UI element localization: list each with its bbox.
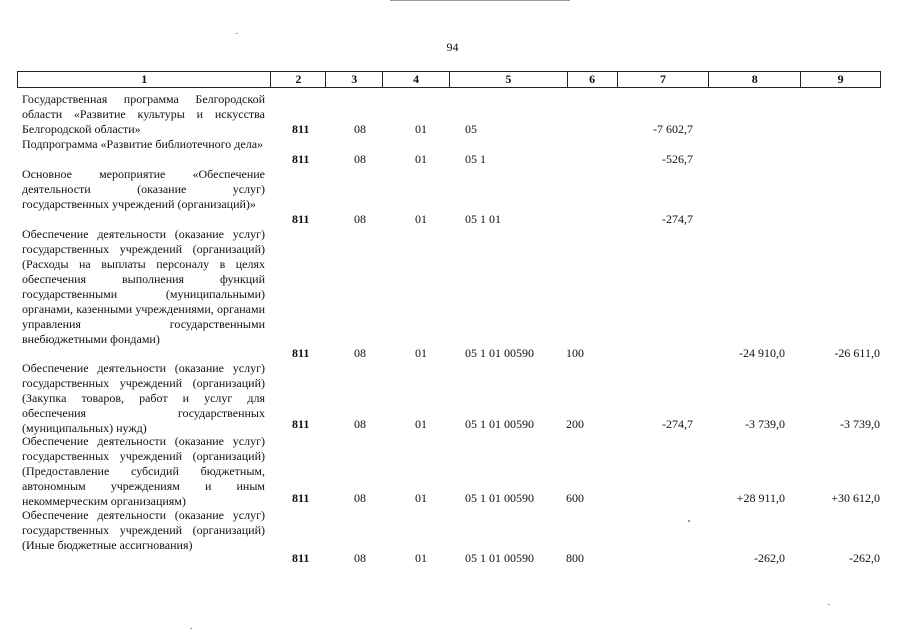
header-col-9: 9 [837, 72, 844, 86]
scan-artifact [190, 628, 192, 629]
header-col-7: 7 [618, 72, 710, 87]
row-name: Государственная программа Белгородской области «Развитие культуры и искусства Белгородской области» [22, 92, 265, 136]
cell-amount-col9: +30 612,0 [831, 491, 880, 505]
header-col-4: 4 [383, 72, 450, 87]
header-col-8: 8 [709, 72, 801, 87]
cell-amount-col8: -262,0 [754, 551, 785, 565]
scan-artifact [828, 604, 830, 605]
cell-chapter: 811 [292, 152, 310, 166]
header-col-6: 6 [568, 72, 618, 87]
cell-amount-col9: -3 739,0 [840, 417, 880, 431]
cell-target-article: 05 1 01 00590 [465, 346, 534, 360]
table-header [17, 71, 881, 88]
row-name: Подпрограмма «Развитие библиотечного дела» [22, 137, 264, 151]
cell-amount-col7: -274,7 [662, 212, 693, 226]
cell-section: 08 [354, 122, 366, 136]
cell-subsection: 01 [415, 152, 427, 166]
page-number: 94 [446, 40, 459, 54]
cell-subsection: 01 [415, 551, 427, 565]
cell-amount-col7: -7 602,7 [653, 122, 693, 136]
cell-amount-col8: +28 911,0 [736, 491, 785, 505]
header-col-2: 2 [271, 72, 326, 87]
cell-amount-col9: -26 611,0 [834, 346, 880, 360]
cell-target-article: 05 1 01 00590 [465, 491, 534, 505]
cell-subsection: 01 [415, 346, 427, 360]
cell-expense-type: 600 [566, 491, 584, 505]
cell-amount-col8: -24 910,0 [739, 346, 785, 360]
row-name: Обеспечение деятельности (оказание услуг) государственных учреждений (организаций) (Расходы на выплаты персоналу в целях обеспечения выполнения функций государственными (муниципальными) органами, казенными учреждениями, органами управления государственными внебюджетными фондами) [22, 227, 265, 346]
header-col-1: 1 [18, 72, 271, 87]
cell-chapter: 811 [292, 417, 310, 431]
cell-amount-col7: -274,7 [662, 417, 693, 431]
cell-target-article: 05 1 01 [465, 212, 501, 226]
cell-chapter: 811 [292, 212, 310, 226]
cell-subsection: 01 [415, 417, 427, 431]
cell-target-article: 05 1 [465, 152, 486, 166]
cell-section: 08 [354, 417, 366, 431]
cell-subsection: 01 [415, 212, 427, 226]
cell-subsection: 01 [415, 122, 427, 136]
cell-chapter: 811 [292, 491, 310, 505]
cell-amount-col8: -3 739,0 [745, 417, 785, 431]
cell-amount-col9: -262,0 [849, 551, 880, 565]
scan-artifact [688, 520, 690, 522]
cell-expense-type: 100 [566, 346, 584, 360]
cell-subsection: 01 [415, 491, 427, 505]
cell-chapter: 811 [292, 551, 310, 565]
cell-section: 08 [354, 212, 366, 226]
cell-section: 08 [354, 491, 366, 505]
row-name: Обеспечение деятельности (оказание услуг) государственных учреждений (организаций) (Предоставление субсидий бюджетным, автономным учреждениям и иным некоммерческим организациям) [22, 434, 265, 508]
cell-chapter: 811 [292, 122, 310, 136]
cell-amount-col7: -526,7 [662, 152, 693, 166]
header-col-3: 3 [326, 72, 383, 87]
header-col-5: 5 [450, 72, 568, 87]
cell-target-article: 05 1 01 00590 [465, 417, 534, 431]
cell-section: 08 [354, 346, 366, 360]
cell-expense-type: 800 [566, 551, 584, 565]
cell-section: 08 [354, 152, 366, 166]
row-name: Обеспечение деятельности (оказание услуг) государственных учреждений (организаций) (Закупка товаров, работ и услуг для обеспечения государственных (муниципальных) нужд) [22, 361, 265, 435]
cell-target-article: 05 [465, 122, 477, 136]
row-name: Обеспечение деятельности (оказание услуг) государственных учреждений (организаций) (Иные бюджетные ассигнования) [22, 508, 265, 552]
row-name: Основное мероприятие «Обеспечение деятельности (оказание услуг) государственных учреждений (организаций)» [22, 167, 265, 211]
cell-expense-type: 200 [566, 417, 584, 431]
cell-chapter: 811 [292, 346, 310, 360]
cell-target-article: 05 1 01 00590 [465, 551, 534, 565]
scan-artifact [236, 33, 238, 34]
cell-section: 08 [354, 551, 366, 565]
scan-artifact [390, 0, 570, 1]
